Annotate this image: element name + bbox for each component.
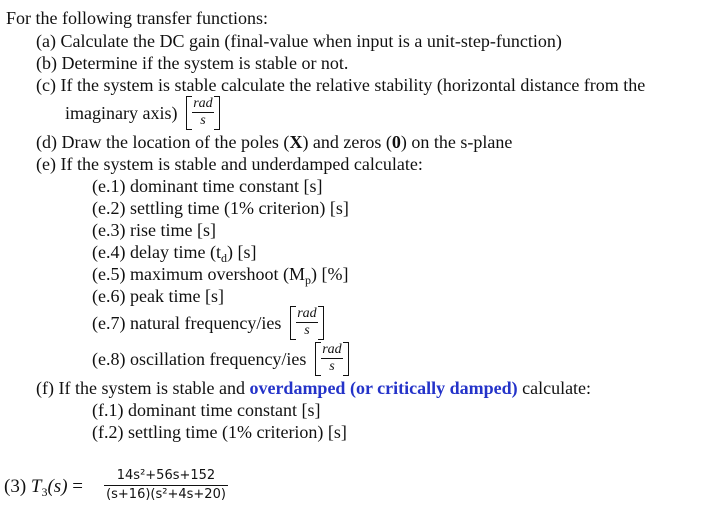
item-e8-text: oscillation frequency/ies	[129, 349, 307, 369]
item-f2-label: (f.2)	[92, 422, 124, 442]
item-f-label: (f)	[36, 378, 54, 398]
unit-denominator: s	[200, 113, 206, 128]
item-f1-text: dominant time constant [s]	[127, 400, 321, 420]
item-e6-text: peak time [s]	[129, 286, 224, 306]
item-f1	[92, 399, 320, 421]
item-e5-subscript: p	[304, 273, 311, 287]
rad-per-s-unit	[315, 342, 349, 376]
item-e7	[92, 306, 324, 342]
item-e4-text-pre: delay time (t	[129, 242, 221, 262]
item-f2	[92, 421, 347, 443]
item-f-emphasis: overdamped (or critically damped)	[249, 378, 518, 398]
item-a-text: Calculate the DC gain (final-value when input is a unit-step-function)	[60, 31, 562, 51]
fraction-bar	[104, 485, 228, 486]
item-a	[36, 30, 562, 52]
item-e3-label: (e.3)	[92, 220, 126, 240]
item-d	[36, 131, 512, 153]
item-d-label: (d)	[36, 132, 57, 152]
item-e5-text-pre: maximum overshoot (M	[129, 264, 305, 284]
unit-denominator: s	[304, 323, 310, 338]
item-e5	[92, 263, 348, 287]
item-e8	[92, 342, 349, 378]
rad-per-s-unit	[290, 306, 324, 340]
item-d-text-mid: ) and zeros (	[302, 132, 392, 152]
item-f-text-post: calculate:	[517, 378, 592, 398]
intro-text: For the following transfer functions:	[6, 8, 268, 28]
transfer-function	[4, 468, 264, 508]
tf-denominator: (s+16)(s²+4s+20)	[106, 487, 226, 502]
item-e1	[92, 175, 322, 197]
item-e4-subscript: d	[220, 251, 227, 265]
item-f1-label: (f.1)	[92, 400, 124, 420]
item-c	[36, 74, 645, 96]
unit-numerator: rad	[322, 342, 342, 357]
item-c-text-line1: If the system is stable calculate the relative stability (horizontal distance from the	[60, 75, 646, 95]
item-e7-text: natural frequency/ies	[129, 313, 282, 333]
item-a-label: (a)	[36, 31, 56, 51]
unit-numerator: rad	[193, 96, 213, 111]
item-e5-text-post: ) [%]	[310, 264, 349, 284]
equals-sign: =	[67, 476, 84, 497]
item-e6	[92, 285, 224, 307]
item-e5-label: (e.5)	[92, 264, 126, 284]
item-e8-label: (e.8)	[92, 349, 126, 369]
item-f	[36, 377, 591, 399]
item-e-label: (e)	[36, 154, 56, 174]
item-f-text-pre: If the system is stable and	[58, 378, 250, 398]
tf-arg: (s)	[47, 476, 68, 497]
pole-mark: X	[289, 132, 303, 152]
item-c-continuation	[65, 96, 220, 132]
unit-numerator: rad	[297, 306, 317, 321]
item-b-text: Determine if the system is stable or not.	[61, 53, 349, 73]
item-e-text: If the system is stable and underdamped calculate:	[60, 154, 423, 174]
item-d-text-post: ) on the s-plane	[400, 132, 513, 152]
item-e4	[92, 241, 256, 265]
zero-mark: 0	[391, 132, 401, 152]
unit-denominator: s	[329, 359, 335, 374]
item-d-text-pre: Draw the location of the poles (	[61, 132, 290, 152]
item-c-text-line2: imaginary axis)	[65, 103, 178, 123]
tf-fraction	[104, 468, 228, 503]
item-b	[36, 52, 348, 74]
item-e3-text: rise time [s]	[129, 220, 216, 240]
rad-per-s-unit	[186, 96, 220, 130]
tf-numerator: 14s²+56s+152	[116, 468, 216, 483]
item-e3	[92, 219, 216, 241]
item-e4-label: (e.4)	[92, 242, 126, 262]
transfer-function-lhs	[4, 476, 83, 498]
item-c-label: (c)	[36, 75, 56, 95]
item-e7-label: (e.7)	[92, 313, 126, 333]
item-e6-label: (e.6)	[92, 286, 126, 306]
item-e2-text: settling time (1% criterion) [s]	[129, 198, 349, 218]
item-b-label: (b)	[36, 53, 57, 73]
item-e2-label: (e.2)	[92, 198, 126, 218]
tf-name: T	[30, 476, 42, 497]
item-e4-text-post: ) [s]	[226, 242, 257, 262]
item-e1-label: (e.1)	[92, 176, 126, 196]
item-e	[36, 153, 423, 175]
item-f2-text: settling time (1% criterion) [s]	[127, 422, 347, 442]
item-e1-text: dominant time constant [s]	[129, 176, 323, 196]
problem-number: (3)	[4, 476, 31, 497]
tf-index: 3	[41, 485, 48, 499]
item-e2	[92, 197, 349, 219]
